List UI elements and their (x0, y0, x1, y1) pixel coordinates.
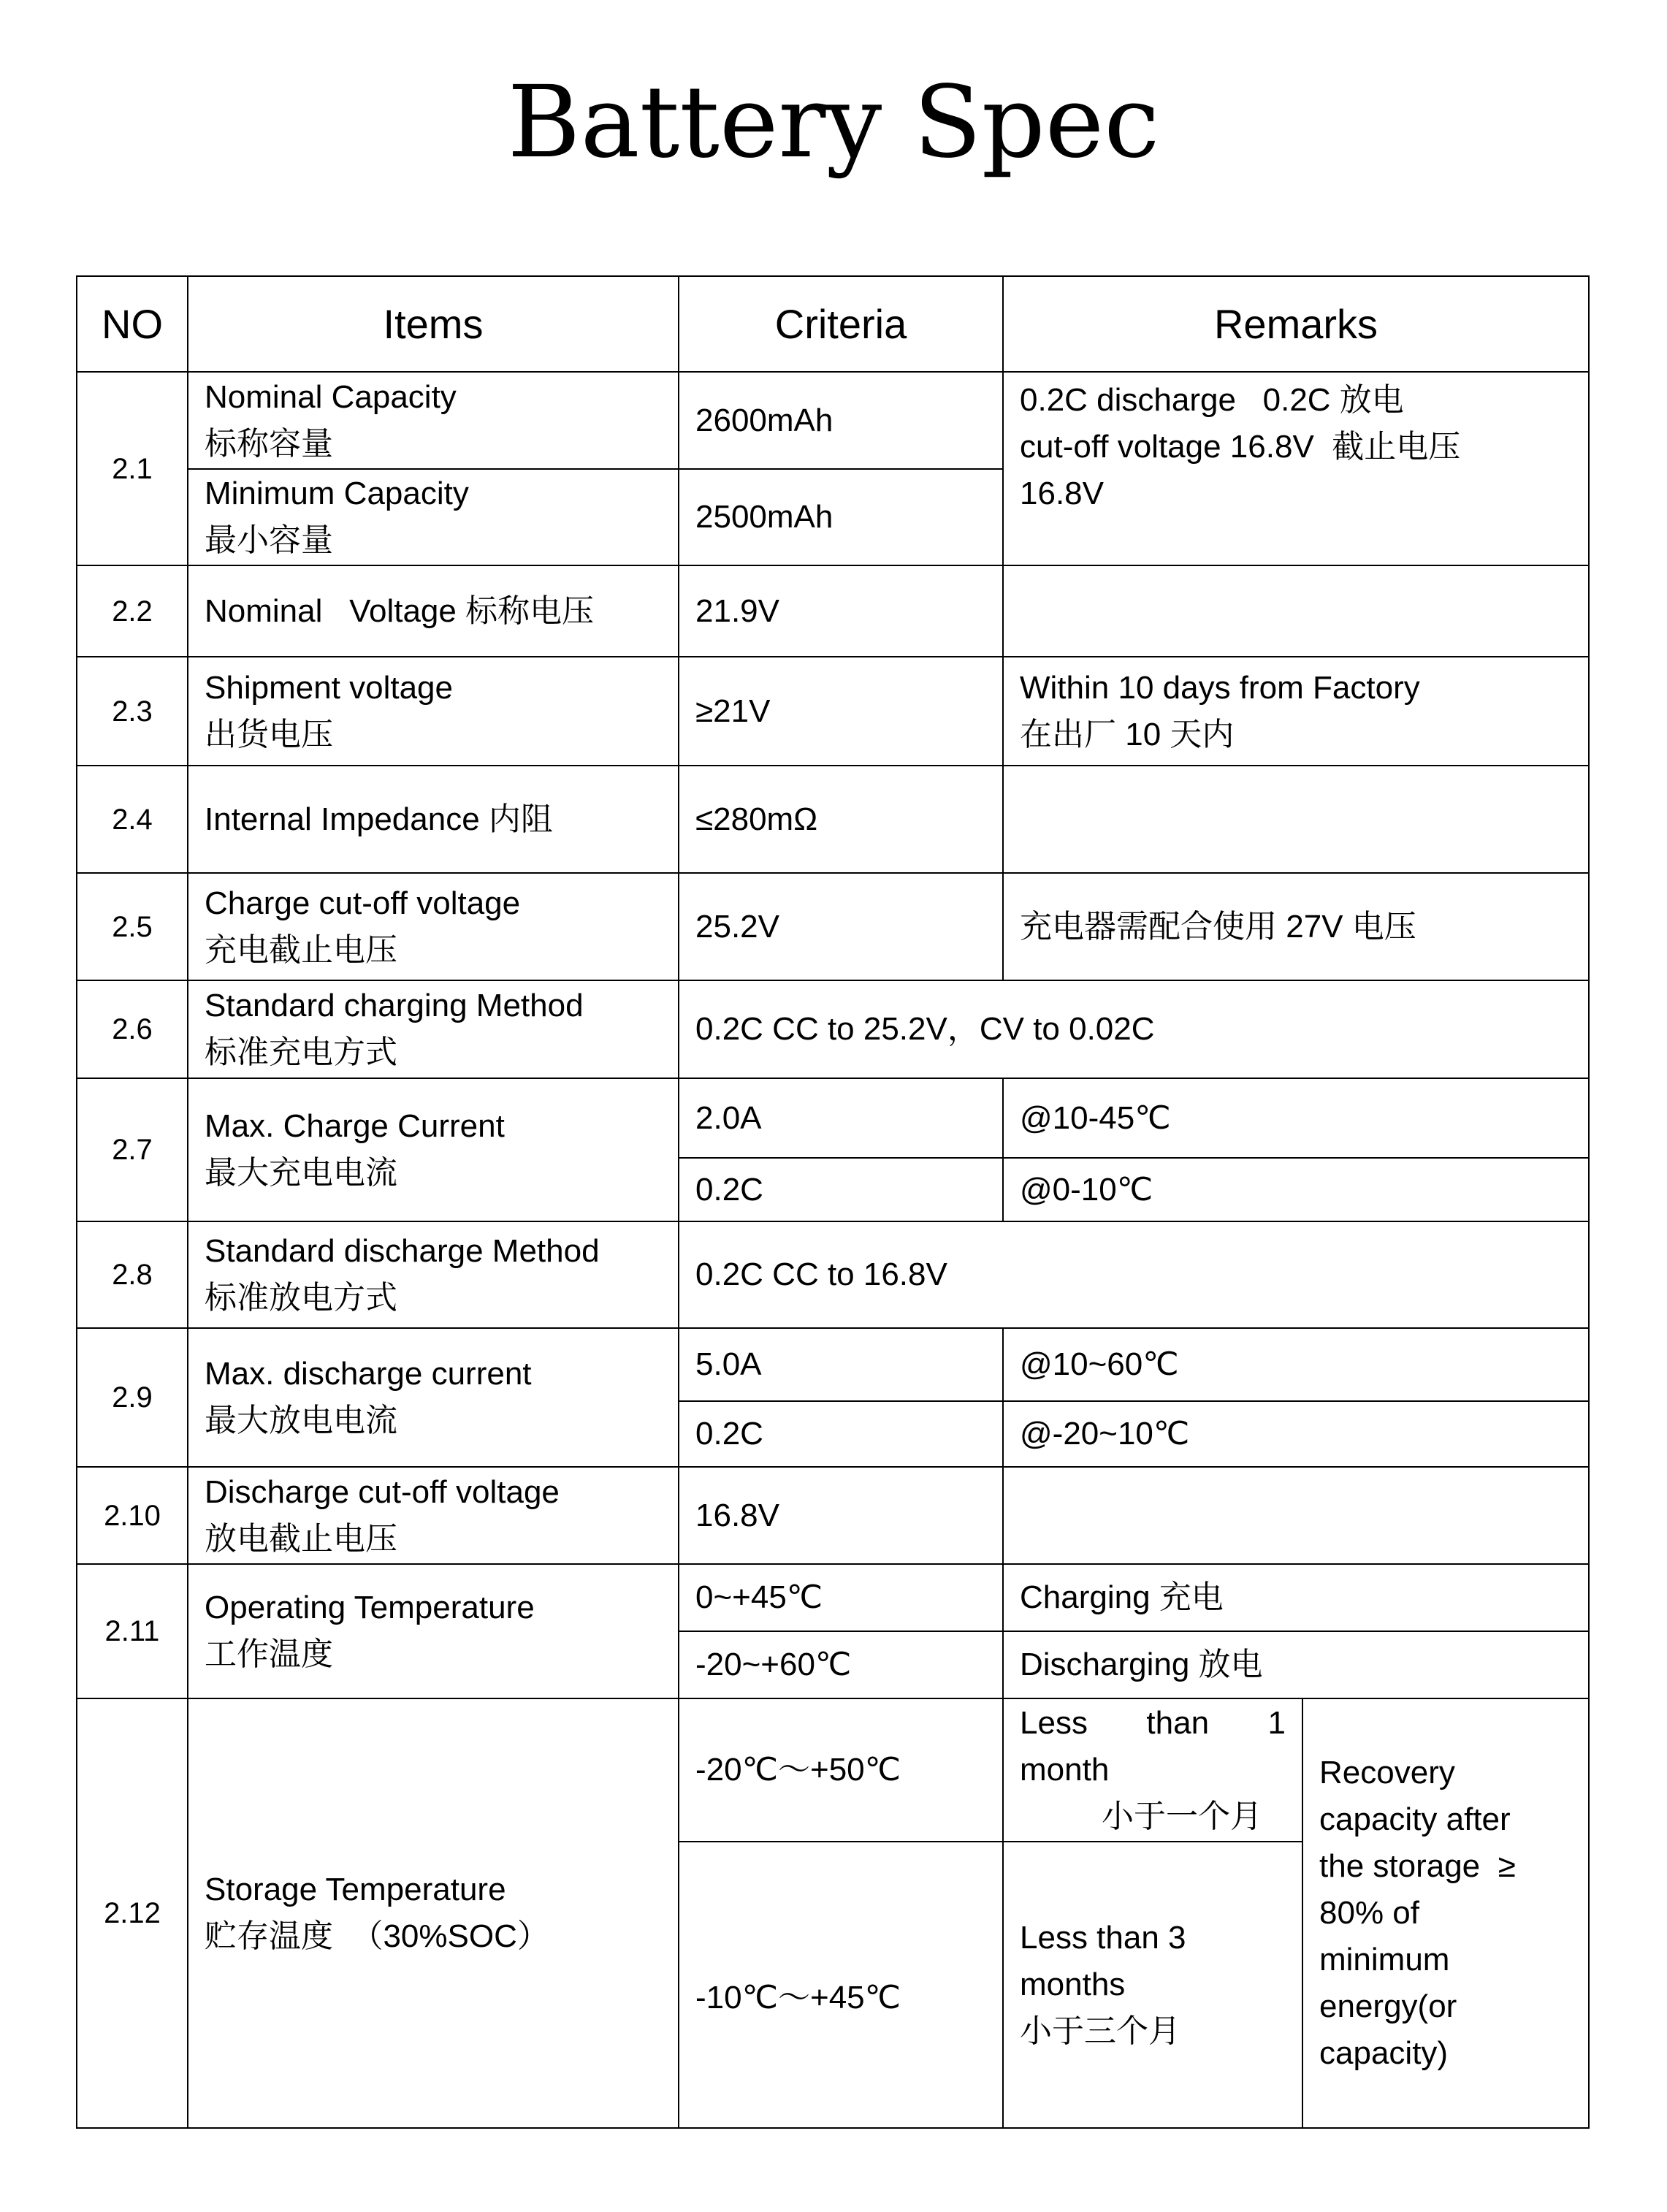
storage-period-line (1020, 1700, 1286, 1747)
row-number: 2.10 (77, 1467, 188, 1564)
table-row (77, 657, 1589, 766)
criteria-cell: -10℃～+45℃ (679, 1842, 1003, 2128)
row-number: 2.8 (77, 1221, 188, 1328)
item-chinese: 充电截止电压 (205, 931, 397, 968)
criteria-cell: 0.2C CC to 16.8V (679, 1221, 1589, 1328)
item-cell (188, 1078, 679, 1221)
criteria-cell: 2600mAh (679, 372, 1003, 469)
criteria-cell: ≥21V (679, 657, 1003, 766)
item-english: Max. Charge Current (205, 1108, 505, 1144)
remark-line: 在出厂 10 天内 (1020, 716, 1235, 752)
item-chinese: 最大放电电流 (205, 1403, 397, 1438)
storage-period-chinese: 小于一个月 (1102, 1799, 1262, 1834)
remarks-cell: @10-45℃ (1003, 1078, 1589, 1158)
item-cell (188, 1698, 679, 2128)
criteria-cell: -20~+60℃ (679, 1631, 1003, 1698)
table-row (77, 1564, 1589, 1631)
row-number: 2.5 (77, 873, 188, 980)
item-cell (188, 657, 679, 766)
criteria-cell: 16.8V (679, 1467, 1003, 1564)
recovery-line: capacity) (1319, 2035, 1449, 2071)
item-cell (188, 980, 679, 1078)
battery-spec-table (76, 275, 1590, 2129)
table-row (77, 980, 1589, 1078)
remarks-cell: 充电器需配合使用 27V 电压 (1003, 873, 1589, 980)
storage-period-word: than (1146, 1705, 1210, 1741)
row-number: 2.12 (77, 1698, 188, 2128)
item-english: Minimum Capacity (205, 476, 469, 511)
item-cell (188, 1467, 679, 1564)
item-cell (188, 1564, 679, 1698)
row-number: 2.7 (77, 1078, 188, 1221)
table-row (77, 565, 1589, 657)
recovery-line: the storage ≥ (1319, 1848, 1516, 1884)
row-number: 2.9 (77, 1328, 188, 1467)
row-number: 2.3 (77, 657, 188, 766)
item-english: Charge cut-off voltage (205, 885, 521, 921)
item-cell: Nominal Voltage 标称电压 (188, 565, 679, 657)
item-cell (188, 1221, 679, 1328)
storage-period-line: Less than 3 (1020, 1920, 1186, 1956)
criteria-cell: 5.0A (679, 1328, 1003, 1401)
storage-period-chinese: 小于三个月 (1020, 2013, 1180, 2049)
remarks-cell (1003, 565, 1589, 657)
remarks-cell: @0-10℃ (1003, 1158, 1589, 1221)
remark-line: Within 10 days from Factory (1020, 669, 1420, 706)
header-remarks: Remarks (1003, 276, 1589, 372)
item-chinese: 标称容量 (205, 425, 333, 462)
storage-period-cell (1003, 1842, 1302, 2128)
item-english: Shipment voltage (205, 669, 453, 706)
item-english: Operating Temperature (205, 1590, 535, 1625)
item-chinese: 贮存温度 （30%SOC） (205, 1918, 549, 1954)
item-chinese: 放电截止电压 (205, 1520, 397, 1557)
table-row (77, 1467, 1589, 1564)
remarks-cell (1003, 1467, 1589, 1564)
item-cell: Internal Impedance 内阻 (188, 766, 679, 873)
header-items: Items (188, 276, 679, 372)
criteria-cell: 0~+45℃ (679, 1564, 1003, 1631)
table-row (77, 1221, 1589, 1328)
page-title: Battery Spec (507, 65, 1160, 180)
item-english: Storage Temperature (205, 1872, 506, 1907)
criteria-cell: 0.2C CC to 25.2V，CV to 0.02C (679, 980, 1589, 1078)
item-chinese: 最小容量 (205, 522, 333, 558)
remarks-cell: @-20~10℃ (1003, 1401, 1589, 1467)
storage-period-cell (1003, 1698, 1302, 1842)
recovery-line: energy(or (1319, 1988, 1457, 2024)
criteria-cell: -20℃～+50℃ (679, 1698, 1003, 1842)
storage-period-line: months (1020, 1967, 1126, 2002)
row-number: 2.11 (77, 1564, 188, 1698)
item-english: Standard discharge Method (205, 1233, 600, 1269)
table-header-row (77, 276, 1589, 372)
row-number: 2.1 (77, 372, 188, 565)
table-row (77, 1328, 1589, 1401)
item-english: Discharge cut-off voltage (205, 1473, 560, 1510)
recovery-line: Recovery (1319, 1755, 1455, 1790)
header-criteria: Criteria (679, 276, 1003, 372)
item-english: Standard charging Method (205, 988, 584, 1023)
row-number: 2.2 (77, 565, 188, 657)
item-english: Nominal Capacity (205, 378, 457, 415)
criteria-cell: 2500mAh (679, 469, 1003, 565)
storage-period-word: Less (1020, 1705, 1088, 1741)
header-no: NO (77, 276, 188, 372)
row-number: 2.4 (77, 766, 188, 873)
item-english: Max. discharge current (205, 1356, 532, 1392)
remark-line: cut-off voltage 16.8V 截止电压 (1020, 429, 1461, 465)
remark-line: 0.2C discharge 0.2C 放电 (1020, 382, 1404, 418)
recovery-line: minimum (1319, 1942, 1450, 1978)
table-row (77, 873, 1589, 980)
item-chinese: 工作温度 (205, 1636, 333, 1672)
criteria-cell: 25.2V (679, 873, 1003, 980)
remarks-cell: Discharging 放电 (1003, 1631, 1589, 1698)
criteria-cell: 21.9V (679, 565, 1003, 657)
recovery-line: capacity after (1319, 1801, 1511, 1837)
remarks-cell: @10~60℃ (1003, 1328, 1589, 1401)
item-chinese: 标准放电方式 (205, 1280, 397, 1316)
criteria-cell: 0.2C (679, 1401, 1003, 1467)
storage-period-word: 1 (1267, 1705, 1286, 1741)
item-cell (188, 469, 679, 565)
criteria-cell: 2.0A (679, 1078, 1003, 1158)
table-row (77, 1078, 1589, 1158)
row-number: 2.6 (77, 980, 188, 1078)
table-row (77, 372, 1589, 469)
remarks-cell (1003, 372, 1589, 565)
table-row (77, 766, 1589, 873)
remarks-cell (1003, 766, 1589, 873)
recovery-remark-cell (1302, 1698, 1589, 2128)
item-cell (188, 873, 679, 980)
item-cell (188, 372, 679, 469)
item-chinese: 标准充电方式 (205, 1034, 397, 1070)
storage-period-line: month (1020, 1752, 1110, 1788)
remarks-cell (1003, 657, 1589, 766)
remark-line: 16.8V (1020, 476, 1104, 511)
item-chinese: 最大充电电流 (205, 1155, 397, 1191)
criteria-cell: ≤280mΩ (679, 766, 1003, 873)
criteria-cell: 0.2C (679, 1158, 1003, 1221)
remarks-cell: Charging 充电 (1003, 1564, 1589, 1631)
item-chinese: 出货电压 (205, 716, 333, 752)
item-cell (188, 1328, 679, 1467)
table-row (77, 1698, 1589, 1842)
recovery-line: 80% of (1319, 1895, 1419, 1931)
